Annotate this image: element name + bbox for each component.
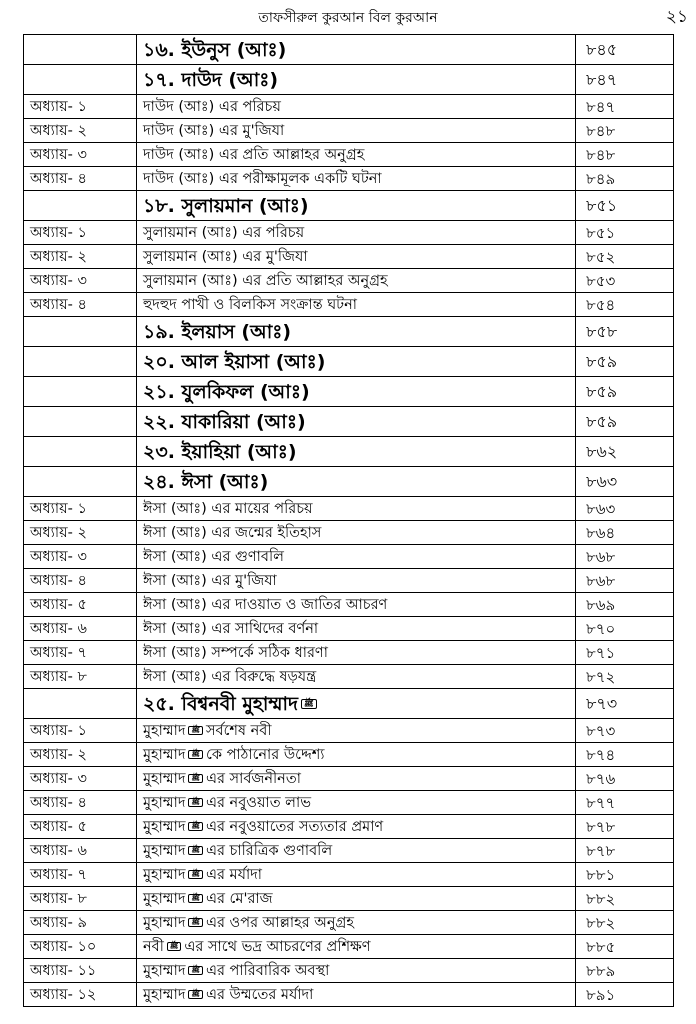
page-number-cell: ৮৫৯: [576, 407, 674, 437]
page-number-cell: ৮৪৯: [576, 167, 674, 191]
page-number-cell: ৮৭৩: [576, 719, 674, 743]
page-number-cell: ৮৫১: [576, 221, 674, 245]
title-text: সুলায়মান (আঃ) এর মু'জিযা: [143, 248, 308, 265]
chapter-cell: অধ্যায়- ২: [24, 521, 137, 545]
section-title: [137, 689, 576, 719]
chapter-cell: [24, 65, 137, 95]
salawat-seal-icon: ﷺ: [188, 750, 202, 759]
page-number-cell: ৮৬৩: [576, 497, 674, 521]
chapter-cell: অধ্যায়- ৭: [24, 641, 137, 665]
page-number: ২১: [665, 7, 688, 27]
table-of-contents: [23, 34, 674, 1007]
chapter-cell: অধ্যায়- ১: [24, 719, 137, 743]
chapter-row: [24, 767, 674, 791]
chapter-row: [24, 245, 674, 269]
title-text: মুহাম্মাদ: [143, 770, 186, 787]
page-number-cell: ৮৫৪: [576, 293, 674, 317]
running-title: তাফসীরুল কুরআন বিল কুরআন: [258, 10, 438, 26]
chapter-row: [24, 641, 674, 665]
page-number-cell: ৮৭৮: [576, 815, 674, 839]
chapter-cell: [24, 467, 137, 497]
title-text: ঈসা (আঃ) সম্পর্কে সঠিক ধারণা: [143, 644, 328, 661]
section-title: [137, 467, 576, 497]
title-text-after: এর মে'রাজ: [205, 890, 273, 907]
title-text: ২৪. ঈসা (আঃ): [143, 470, 269, 493]
page-number-cell: ৮৬৮: [576, 569, 674, 593]
title-text-after: এর পারিবারিক অবস্থা: [205, 962, 330, 979]
chapter-cell: অধ্যায়- ১: [24, 497, 137, 521]
page-number-cell: ৮৭৪: [576, 743, 674, 767]
page-number-cell: ৮৭২: [576, 665, 674, 689]
title-text: মুহাম্মাদ: [143, 914, 186, 931]
chapter-title: [137, 719, 576, 743]
title-text: ২৫. বিশ্বনবী মুহাম্মাদ: [143, 692, 298, 715]
chapter-title: [137, 95, 576, 119]
title-text-after: এর চারিত্রিক গুণাবলি: [205, 842, 333, 859]
title-text: মুহাম্মাদ: [143, 890, 186, 907]
page-number-cell: ৮৫৯: [576, 347, 674, 377]
salawat-seal-icon: ﷺ: [188, 774, 202, 783]
chapter-cell: অধ্যায়- ১২: [24, 983, 137, 1007]
title-text: মুহাম্মাদ: [143, 794, 186, 811]
title-text: ১৬. ইউনুস (আঃ): [143, 38, 287, 61]
page-number-cell: ৮৮৫: [576, 935, 674, 959]
chapter-title: [137, 863, 576, 887]
salawat-seal-icon: ﷺ: [188, 966, 202, 975]
section-row: [24, 437, 674, 467]
chapter-row: [24, 863, 674, 887]
chapter-title: [137, 935, 576, 959]
chapter-row: [24, 665, 674, 689]
chapter-title: [137, 665, 576, 689]
chapter-row: [24, 497, 674, 521]
section-title: [137, 377, 576, 407]
title-text: হুদহুদ পাখী ও বিলকিস সংক্রান্ত ঘটনা: [143, 296, 357, 313]
title-text: দাউদ (আঃ) এর পরীক্ষামূলক একটি ঘটনা: [143, 170, 382, 187]
chapter-row: [24, 617, 674, 641]
section-title: [137, 317, 576, 347]
chapter-title: [137, 593, 576, 617]
title-text: ১৯. ইলয়াস (আঃ): [143, 320, 292, 343]
title-text: ২১. যুলকিফল (আঃ): [143, 380, 310, 403]
salawat-seal-icon: ﷺ: [188, 870, 202, 879]
title-text-after: সর্বশেষ নবী: [205, 722, 272, 739]
page-number-cell: ৮৫৮: [576, 317, 674, 347]
chapter-row: [24, 983, 674, 1007]
page-number-cell: ৮৬৪: [576, 521, 674, 545]
chapter-title: [137, 959, 576, 983]
chapter-cell: অধ্যায়- ১০: [24, 935, 137, 959]
section-row: [24, 347, 674, 377]
section-row: [24, 191, 674, 221]
chapter-cell: অধ্যায়- ৭: [24, 863, 137, 887]
salawat-seal-icon: ﷺ: [188, 822, 202, 831]
chapter-row: [24, 593, 674, 617]
chapter-title: [137, 983, 576, 1007]
chapter-cell: অধ্যায়- ২: [24, 743, 137, 767]
chapter-row: [24, 95, 674, 119]
page-number-cell: ৮৯১: [576, 983, 674, 1007]
title-text: মুহাম্মাদ: [143, 722, 186, 739]
title-text: ২৩. ইয়াহিয়া (আঃ): [143, 440, 297, 463]
chapter-cell: [24, 437, 137, 467]
page-number-cell: ৮৭৭: [576, 791, 674, 815]
title-text-after: এর ওপর আল্লাহর অনুগ্রহ: [205, 914, 354, 931]
chapter-row: [24, 791, 674, 815]
chapter-cell: অধ্যায়- ৪: [24, 791, 137, 815]
title-text: ঈসা (আঃ) এর মু'জিযা: [143, 572, 277, 589]
title-text: মুহাম্মাদ: [143, 986, 186, 1003]
title-text: ঈসা (আঃ) এর মায়ের পরিচয়: [143, 500, 313, 517]
chapter-cell: [24, 35, 137, 65]
chapter-row: [24, 743, 674, 767]
chapter-title: [137, 269, 576, 293]
page-number-cell: ৮৪৮: [576, 143, 674, 167]
chapter-cell: [24, 191, 137, 221]
chapter-row: [24, 269, 674, 293]
chapter-title: [137, 743, 576, 767]
page-number-cell: ৮৮১: [576, 863, 674, 887]
title-text: মুহাম্মাদ: [143, 866, 186, 883]
title-text-after: এর মর্যাদা: [205, 866, 262, 883]
title-text: মুহাম্মাদ: [143, 818, 186, 835]
salawat-seal-icon: ﷺ: [188, 918, 202, 927]
section-row: [24, 317, 674, 347]
chapter-title: [137, 617, 576, 641]
page-number-cell: ৮৭৩: [576, 689, 674, 719]
chapter-title: [137, 245, 576, 269]
chapter-cell: অধ্যায়- ১১: [24, 959, 137, 983]
chapter-row: [24, 167, 674, 191]
title-text: দাউদ (আঃ) এর মু'জিযা: [143, 122, 285, 139]
title-text-after: কে পাঠানোর উদ্দেশ্য: [205, 746, 325, 763]
title-text: নবী: [143, 938, 164, 955]
salawat-seal-icon: ﷺ: [188, 798, 202, 807]
chapter-cell: অধ্যায়- ৩: [24, 545, 137, 569]
page-number-cell: ৮৮৯: [576, 959, 674, 983]
section-row: [24, 65, 674, 95]
chapter-cell: অধ্যায়- ৩: [24, 143, 137, 167]
page-number-cell: ৮৭০: [576, 617, 674, 641]
title-text: মুহাম্মাদ: [143, 746, 186, 763]
page-number-cell: ৮৪৭: [576, 95, 674, 119]
chapter-cell: অধ্যায়- ৫: [24, 815, 137, 839]
page-number-cell: ৮৪৮: [576, 119, 674, 143]
page-number-cell: ৮৮২: [576, 911, 674, 935]
page-number-cell: ৮৬৮: [576, 545, 674, 569]
title-text: সুলায়মান (আঃ) এর প্রতি আল্লাহর অনুগ্রহ: [143, 272, 388, 289]
chapter-row: [24, 839, 674, 863]
chapter-row: [24, 293, 674, 317]
title-text: ২০. আল ইয়াসা (আঃ): [143, 350, 326, 373]
title-text: ১৮. সুলায়মান (আঃ): [143, 194, 309, 217]
chapter-cell: অধ্যায়- ৪: [24, 293, 137, 317]
chapter-title: [137, 545, 576, 569]
title-text: মুহাম্মাদ: [143, 962, 186, 979]
title-text: ঈসা (আঃ) এর বিরুদ্ধে ষড়যন্ত্র: [143, 668, 317, 685]
chapter-cell: অধ্যায়- ৮: [24, 887, 137, 911]
title-text-after: এর নবুওয়াত লাভ: [205, 794, 311, 811]
chapter-cell: অধ্যায়- ৩: [24, 767, 137, 791]
page-number-cell: ৮৬২: [576, 437, 674, 467]
chapter-cell: [24, 317, 137, 347]
chapter-row: [24, 545, 674, 569]
chapter-row: [24, 911, 674, 935]
chapter-title: [137, 293, 576, 317]
page-number-cell: ৮৬৩: [576, 467, 674, 497]
chapter-cell: অধ্যায়- ৮: [24, 665, 137, 689]
chapter-cell: [24, 689, 137, 719]
page-number-cell: ৮৪৫: [576, 35, 674, 65]
chapter-cell: অধ্যায়- ৬: [24, 839, 137, 863]
title-text-after: এর সাথে ভদ্র আচরণের প্রশিক্ষণ: [184, 938, 371, 955]
chapter-cell: [24, 347, 137, 377]
section-row: [24, 407, 674, 437]
page-header: [0, 0, 696, 30]
page-number-cell: ৮৮২: [576, 887, 674, 911]
chapter-cell: অধ্যায়- ৩: [24, 269, 137, 293]
chapter-title: [137, 569, 576, 593]
chapter-cell: [24, 407, 137, 437]
chapter-cell: অধ্যায়- ২: [24, 245, 137, 269]
section-row: [24, 35, 674, 65]
section-title: [137, 65, 576, 95]
chapter-cell: অধ্যায়- ৬: [24, 617, 137, 641]
title-text: দাউদ (আঃ) এর পরিচয়: [143, 98, 281, 115]
page-number-cell: ৮৭৬: [576, 767, 674, 791]
page-number-cell: ৮৫২: [576, 245, 674, 269]
chapter-title: [137, 887, 576, 911]
chapter-title: [137, 791, 576, 815]
chapter-title: [137, 497, 576, 521]
salawat-seal-icon: ﷺ: [167, 942, 181, 951]
chapter-title: [137, 143, 576, 167]
chapter-cell: অধ্যায়- ১: [24, 221, 137, 245]
page-number-cell: ৮৬৯: [576, 593, 674, 617]
section-row: [24, 377, 674, 407]
section-title: [137, 35, 576, 65]
section-row: [24, 689, 674, 719]
chapter-row: [24, 887, 674, 911]
salawat-seal-icon: ﷺ: [301, 699, 317, 709]
chapter-row: [24, 569, 674, 593]
salawat-seal-icon: ﷺ: [188, 726, 202, 735]
title-text: ঈসা (আঃ) এর সাথিদের বর্ণনা: [143, 620, 319, 637]
salawat-seal-icon: ﷺ: [188, 990, 202, 999]
chapter-row: [24, 815, 674, 839]
title-text-after: এর উম্মতের মর্যাদা: [205, 986, 314, 1003]
page-number-cell: ৮৫১: [576, 191, 674, 221]
chapter-cell: অধ্যায়- ৯: [24, 911, 137, 935]
title-text: ঈসা (আঃ) এর দাওয়াত ও জাতির আচরণ: [143, 596, 388, 613]
section-title: [137, 191, 576, 221]
title-text-after: এর নবুওয়াতের সত্যতার প্রমাণ: [205, 818, 384, 835]
chapter-title: [137, 221, 576, 245]
section-title: [137, 407, 576, 437]
page-number-cell: ৮৪৭: [576, 65, 674, 95]
chapter-title: [137, 839, 576, 863]
chapter-title: [137, 767, 576, 791]
title-text: মুহাম্মাদ: [143, 842, 186, 859]
page-number-cell: ৮৭১: [576, 641, 674, 665]
chapter-title: [137, 911, 576, 935]
title-text: ঈসা (আঃ) এর গুণাবলি: [143, 548, 284, 565]
title-text: ১৭. দাউদ (আঃ): [143, 68, 279, 91]
page-number-cell: ৮৫৯: [576, 377, 674, 407]
page-number-cell: ৮৫৩: [576, 269, 674, 293]
chapter-title: [137, 641, 576, 665]
title-text: ঈসা (আঃ) এর জন্মের ইতিহাস: [143, 524, 322, 541]
salawat-seal-icon: ﷺ: [188, 894, 202, 903]
chapter-title: [137, 167, 576, 191]
toc-body: [24, 35, 674, 1007]
section-row: [24, 467, 674, 497]
section-title: [137, 347, 576, 377]
page-number-cell: ৮৭৮: [576, 839, 674, 863]
chapter-row: [24, 143, 674, 167]
chapter-row: [24, 521, 674, 545]
chapter-row: [24, 221, 674, 245]
chapter-cell: [24, 377, 137, 407]
salawat-seal-icon: ﷺ: [188, 846, 202, 855]
chapter-row: [24, 119, 674, 143]
chapter-cell: অধ্যায়- ১: [24, 95, 137, 119]
chapter-title: [137, 521, 576, 545]
chapter-title: [137, 119, 576, 143]
chapter-cell: অধ্যায়- ৫: [24, 593, 137, 617]
chapter-cell: অধ্যায়- ৪: [24, 167, 137, 191]
chapter-cell: অধ্যায়- ৪: [24, 569, 137, 593]
chapter-cell: অধ্যায়- ২: [24, 119, 137, 143]
title-text: সুলায়মান (আঃ) এর পরিচয়: [143, 224, 305, 241]
title-text-after: এর সার্বজনীনতা: [205, 770, 301, 787]
chapter-title: [137, 815, 576, 839]
title-text: ২২. যাকারিয়া (আঃ): [143, 410, 306, 433]
title-text: দাউদ (আঃ) এর প্রতি আল্লাহর অনুগ্রহ: [143, 146, 365, 163]
chapter-row: [24, 719, 674, 743]
chapter-row: [24, 959, 674, 983]
section-title: [137, 437, 576, 467]
chapter-row: [24, 935, 674, 959]
